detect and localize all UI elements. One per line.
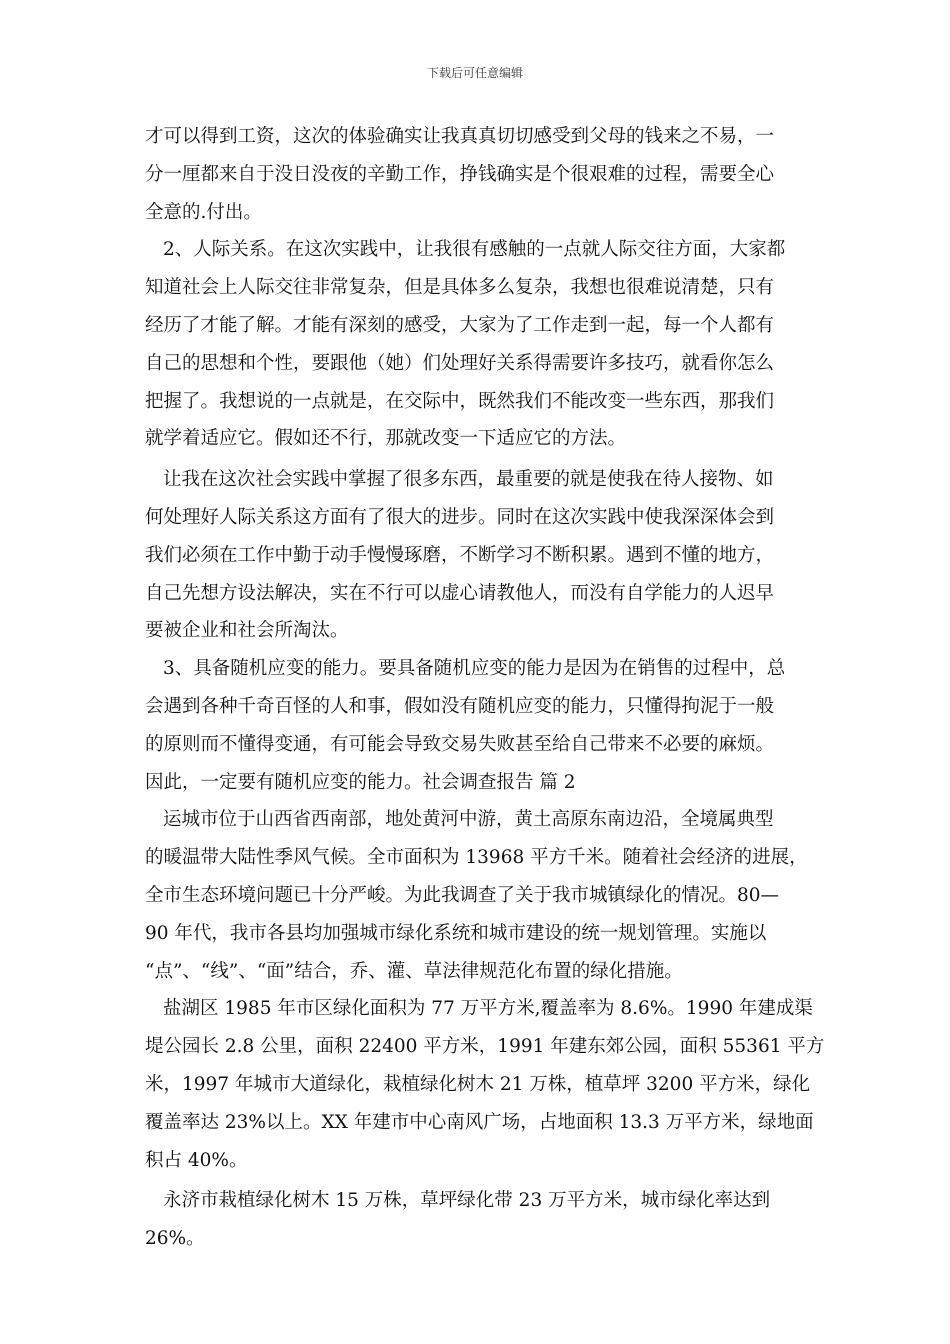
text-line: 全市生态环境问题已十分严峻。为此我调查了关于我市城镇绿化的情况。80— [145,884,780,906]
text-line: 要被企业和社会所淘汰。 [145,620,349,642]
text-line: 的暖温带大陆性季风气候。全市面积为 13968 平方千米。随着社会经济的进展， [145,847,808,869]
paragraph [145,118,810,231]
document-body [145,118,825,1258]
text-line: 盐湖区 1985 年市区绿化面积为 77 万平方米,覆盖率为 8.6%。1990 年建成渠 [163,998,813,1020]
text-line: 就学着适应它。假如还不行，那就改变一下适应它的方法。 [145,428,627,450]
text-line: 让我在这次社会实践中掌握了很多东西，最重要的就是使我在待人接物、如 [163,469,774,491]
text-line: 覆盖率达 23%以上。XX 年建市中心南风广场，占地面积 13.3 万平方米，绿地面 [145,1111,814,1133]
text-line: 米，1997 年城市大道绿化，栽植绿化树木 21 万株，植草坪 3200 平方米，绿化 [145,1073,811,1095]
text-line: 自己先想方设法解决，实在不行可以虚心请教他人，而没有自学能力的人迟早 [145,582,775,604]
text-line: 永济市栽植绿化树木 15 万株，草坪绿化带 23 万平方米，城市绿化率达到 [163,1190,771,1212]
text-line: 会遇到各种千奇百怪的人和事，假如没有随机应变的能力，只懂得拘泥于一般 [145,695,775,717]
text-line: 经历了才能了解。才能有深刻的感受，大家为了工作走到一起，每一个人都有 [145,314,775,336]
paragraph [145,650,810,801]
text-line: 我们必须在工作中勤于动手慢慢琢磨，不断学习不断积累。遇到不懂的地方， [145,544,775,566]
text-line: 全意的.付出。 [145,201,262,223]
text-line: 知道社会上人际交往非常复杂，但是具体多么复杂，我想也很难说清楚，只有 [145,277,775,299]
paragraph [145,461,810,650]
text-line: 把握了。我想说的一点就是，在交际中，既然我们不能改变一些东西，那我们 [145,390,775,412]
page-header: 下载后可任意编辑 [426,66,523,80]
paragraph [145,1182,810,1258]
text-line: 26%。 [145,1228,205,1250]
text-line: 运城市位于山西省西南部，地处黄河中游，黄土高原东南边沿，全境属典型 [163,809,774,831]
text-line: 才可以得到工资，这次的体验确实让我真真切切感受到父母的钱来之不易，一 [145,126,775,147]
text-line: “点”、“线”、“面”结合，乔、灌、草法律规范化布置的绿化措施。 [145,960,683,982]
text-line: 因此，一定要有随机应变的能力。社会调查报告 篇 2 [145,771,576,793]
paragraph [145,990,825,1179]
text-line: 分一厘都来自于没日没夜的辛勤工作，挣钱确实是个很艰难的过程，需要全心 [145,163,775,185]
paragraph [145,801,810,990]
text-line: 的原则而不懂得变通，有可能会导致交易失败甚至给自己带来不必要的麻烦。 [145,733,775,755]
text-line: 3、具备随机应变的能力。要具备随机应变的能力是因为在销售的过程中，总 [163,658,786,680]
text-line: 自己的思想和个性，要跟他（她）们处理好关系得需要许多技巧，就看你怎么 [145,352,775,374]
text-line: 何处理好人际关系这方面有了很大的进步。同时在这次实践中使我深深体会到 [145,506,775,528]
text-line: 90 年代，我市各县均加强城市绿化系统和城市建设的统一规划管理。实施以 [145,922,767,944]
text-line: 2、人际关系。在这次实践中，让我很有感触的一点就人际交往方面，大家都 [163,239,786,261]
paragraph [145,231,810,458]
text-line: 积占 40%。 [145,1149,248,1171]
text-line: 堤公园长 2.8 公里，面积 22400 平方米，1991 年建东郊公园，面积 55361 平方 [145,1036,825,1058]
